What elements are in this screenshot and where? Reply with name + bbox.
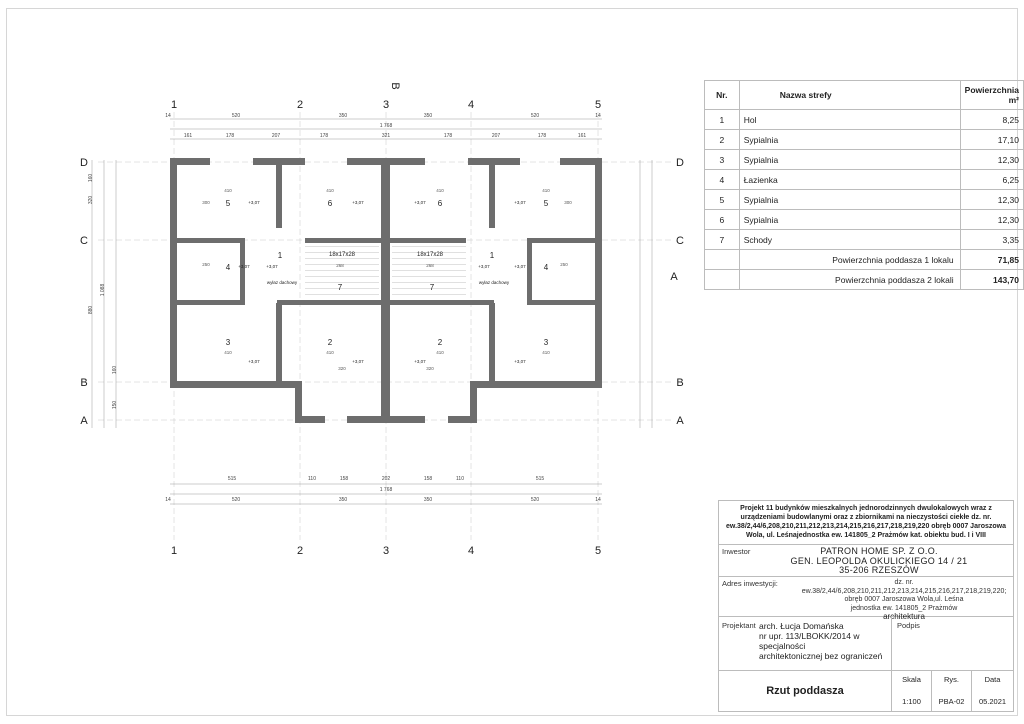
cell-area: 17,10 (960, 130, 1023, 150)
header-nr: Nr. (705, 81, 740, 110)
dim-top-2: 207 (491, 133, 501, 139)
axis-label-B-left: B (80, 377, 88, 389)
room-number: 1 (277, 251, 283, 260)
scale-label: Skala (902, 675, 921, 684)
room-number: 6 (327, 199, 333, 208)
investor-value (755, 547, 1003, 576)
scale-value: 1:100 (902, 697, 921, 706)
header-name: Nazwa strefy (739, 81, 960, 110)
room-dimension: 320 (426, 366, 434, 371)
dimension-texts (88, 113, 601, 503)
address-line: obręb 0007 Jaroszowa Wola,ul. Leśna (844, 596, 964, 603)
summary-value: 71,85 (960, 250, 1023, 270)
axis-label-4-top: 4 (467, 99, 475, 111)
dim-top: 14 (165, 113, 171, 119)
cell-name: Schody (739, 230, 960, 250)
room-dimension: 410 (326, 350, 334, 355)
stairs-left (305, 240, 379, 304)
axis-label-B-right: B (676, 377, 684, 389)
date-value: 05.2021 (978, 697, 1007, 706)
date-cell (971, 671, 1013, 711)
roof-hatch-label: wyłaz dachowy (266, 280, 298, 285)
dim-top: 520 (231, 113, 241, 119)
dim-left: 160 (88, 173, 94, 183)
investor-line: PATRON HOME SP. Z O.O. (820, 546, 938, 556)
level-mark: +3,07 (352, 200, 364, 205)
dim-top-2: 178 (225, 133, 235, 139)
room-number: 2 (327, 338, 333, 347)
room-dimension: 250 (202, 262, 210, 267)
dim-top: 350 (423, 113, 433, 119)
cell-area: 12,30 (960, 150, 1023, 170)
level-mark: +3,07 (266, 264, 278, 269)
scale-cell (891, 671, 931, 711)
stairs-right (392, 240, 466, 304)
room-number: 4 (225, 263, 231, 272)
axis-label-D-left: D (80, 157, 88, 169)
stairs-label: 18x17x28 (416, 252, 444, 258)
level-mark: +3,07 (478, 264, 490, 269)
investor-section (719, 545, 1013, 577)
table-row (705, 190, 1024, 210)
section-mark-top: B (389, 82, 401, 90)
summary-label: Powierzchnia poddasza 1 lokalu (739, 250, 960, 270)
room-number: 7 (337, 283, 343, 292)
room-dimension: 410 (436, 188, 444, 193)
dim-left: 1 088 (100, 283, 106, 297)
room-dimension: 268 (426, 263, 434, 268)
axis-label-1-top: 1 (170, 99, 178, 111)
dim-bottom-2: 520 (231, 497, 241, 503)
address-line: jednostka ew. 141805_2 Prażmów (850, 604, 958, 612)
address-line: dz. nr. ew.38/2,44/6,208,210,211,212,213,214,215,216,217,218,219,220; (801, 579, 1007, 595)
dim-bottom-2: 14 (595, 497, 601, 503)
investor-label: Inwestor (722, 547, 751, 556)
dim-top-2: 161 (577, 133, 587, 139)
axis-label-C-right: C (676, 235, 684, 247)
room-number: 2 (437, 338, 443, 347)
summary-value: 143,70 (960, 270, 1023, 290)
cell-name: Sypialnia (739, 130, 960, 150)
level-mark: +3,07 (248, 359, 260, 364)
designer-line: nr upr. 113/LBOKK/2014 w specjalności (759, 631, 860, 651)
dim-left: 150 (112, 400, 118, 410)
cell-nr: 6 (705, 210, 740, 230)
cell-name: Sypialnia (739, 150, 960, 170)
room-table-header (705, 81, 1024, 110)
dim-top-2: 321 (381, 133, 391, 139)
axis-label-1-bottom: 1 (170, 545, 178, 557)
dim-bottom-2: 350 (338, 497, 348, 503)
cell-area: 6,25 (960, 170, 1023, 190)
dim-bottom: 515 (227, 476, 237, 482)
room-number: 4 (543, 263, 549, 272)
room-number: 1 (489, 251, 495, 260)
axis-label-5-bottom: 5 (594, 545, 602, 557)
investor-line: 35-206 RZESZÓW (839, 565, 919, 575)
level-mark: +3,07 (238, 264, 250, 269)
cell-nr: 7 (705, 230, 740, 250)
room-dimension: 300 (202, 200, 210, 205)
dim-left: 160 (112, 365, 118, 375)
axis-label-3-top: 3 (382, 99, 390, 111)
signature-divider (891, 616, 893, 670)
dim-bottom: 158 (339, 476, 349, 482)
summary-row (705, 270, 1024, 290)
investor-line: GEN. LEOPOLDA OKULICKIEGO 14 / 21 (790, 555, 968, 566)
designer-line: arch. Łucja Domańska (759, 621, 844, 631)
summary-row (705, 250, 1024, 270)
room-table (704, 80, 1024, 290)
dim-top-2: 161 (183, 133, 193, 139)
designer-value (759, 621, 907, 661)
summary-label: Powierzchnia poddasza 2 lokali (739, 270, 960, 290)
dim-bottom: 202 (381, 476, 391, 482)
dim-top-2: 178 (443, 133, 453, 139)
level-mark: +3,07 (352, 359, 364, 364)
room-dimension: 410 (224, 350, 232, 355)
designer-section (719, 617, 1013, 671)
axis-label-A-right: A (676, 415, 684, 427)
dim-top: 520 (530, 113, 540, 119)
cell-name: Łazienka (739, 170, 960, 190)
room-dimension: 320 (338, 366, 346, 371)
cell-nr: 3 (705, 150, 740, 170)
axis-label-5-top: 5 (594, 99, 602, 111)
drawing-info (719, 671, 1013, 711)
address-value (799, 579, 1009, 622)
cell-nr: 2 (705, 130, 740, 150)
designer-label: Projektant (722, 621, 756, 630)
dim-bottom-total: 1 768 (379, 487, 393, 493)
cell-nr: 1 (705, 110, 740, 130)
level-mark: +3,07 (414, 359, 426, 364)
axis-label-3-bottom: 3 (382, 545, 390, 557)
axis-label-2-top: 2 (296, 99, 304, 111)
room-number: 3 (225, 338, 231, 347)
dim-top: 14 (595, 113, 601, 119)
dim-bottom: 110 (308, 476, 316, 482)
header-area: Powierzchnia m² (960, 81, 1023, 110)
cell-name: Sypialnia (739, 210, 960, 230)
address-section (719, 577, 1013, 621)
cell-area: 12,30 (960, 210, 1023, 230)
dim-bottom: 158 (423, 476, 433, 482)
designer-line: architektonicznej bez ograniczeń (759, 651, 883, 661)
stairs-label: 18x17x28 (328, 252, 356, 258)
axis-label-D-right: D (676, 157, 684, 169)
sheet-value: PBA-02 (938, 697, 965, 706)
cell-name: Hol (739, 110, 960, 130)
room-dimension: 410 (542, 350, 550, 355)
table-row (705, 170, 1024, 190)
level-mark: +3,07 (514, 200, 526, 205)
room-dimension: 410 (224, 188, 232, 193)
room-dimension: 268 (336, 263, 344, 268)
level-mark: +3,07 (248, 200, 260, 205)
room-number: 3 (543, 338, 549, 347)
dim-bottom-2: 350 (423, 497, 433, 503)
level-mark: +3,07 (514, 359, 526, 364)
section-mark-side: A (670, 271, 678, 283)
signature-label: Podpis (897, 621, 920, 630)
cell-area: 8,25 (960, 110, 1023, 130)
room-dimension: 250 (560, 262, 568, 267)
dim-bottom: 110 (456, 476, 464, 482)
walls (170, 158, 602, 423)
axis-label-2-bottom: 2 (296, 545, 304, 557)
dim-bottom-2: 520 (530, 497, 540, 503)
cell-name: Sypialnia (739, 190, 960, 210)
room-dimension: 410 (542, 188, 550, 193)
cell-nr: 4 (705, 170, 740, 190)
room-dimension: 410 (436, 350, 444, 355)
drawing-name: Rzut poddasza (766, 685, 844, 697)
room-number: 5 (225, 199, 231, 208)
room-number: 5 (543, 199, 549, 208)
dim-bottom-2: 14 (165, 497, 171, 503)
level-mark: +3,07 (514, 264, 526, 269)
dim-top-2: 207 (271, 133, 281, 139)
roof-hatch-label: wyłaz dachowy (478, 280, 510, 285)
dim-top-total: 1 768 (379, 123, 393, 129)
cell-area: 3,35 (960, 230, 1023, 250)
address-label: Adres inwestycji: (722, 579, 778, 588)
dim-top-2: 178 (537, 133, 547, 139)
date-label: Data (984, 675, 1001, 684)
title-block (718, 500, 1014, 712)
room-number: 7 (429, 283, 435, 292)
axis-label-C-left: C (80, 235, 88, 247)
sheet-cell (931, 671, 971, 711)
room-dimension: 300 (564, 200, 572, 205)
dim-left: 880 (88, 305, 94, 315)
project-title: Projekt 11 budynków mieszkalnych jednorodzinnych dwulokalowych wraz z urządzeniami budowlanymi oraz z zbiornikami na nieczystości ciekłe dz. nr. ew.38/2,44/6,208,210,211,212,213,214,215,216,217,218,219,220 obręb 0007 Jaroszowa Wola, ul. Leśnajednostka ew. 141805_2 Prażmów kat. obiektu bud. I i VIII (719, 501, 1013, 545)
discipline: architektura (883, 612, 925, 621)
sheet-label: Rys. (944, 675, 959, 684)
dim-top: 350 (338, 113, 348, 119)
table-row (705, 150, 1024, 170)
axis-label-4-bottom: 4 (467, 545, 475, 557)
axis-label-A-left: A (80, 415, 88, 427)
table-row (705, 130, 1024, 150)
level-mark: +3,07 (414, 200, 426, 205)
dim-bottom: 515 (535, 476, 545, 482)
cell-nr: 5 (705, 190, 740, 210)
dim-left: 320 (88, 195, 94, 205)
table-row (705, 110, 1024, 130)
cell-area: 12,30 (960, 190, 1023, 210)
room-dimension: 410 (326, 188, 334, 193)
dim-top-2: 178 (319, 133, 329, 139)
table-row (705, 210, 1024, 230)
room-number: 6 (437, 199, 443, 208)
table-row (705, 230, 1024, 250)
